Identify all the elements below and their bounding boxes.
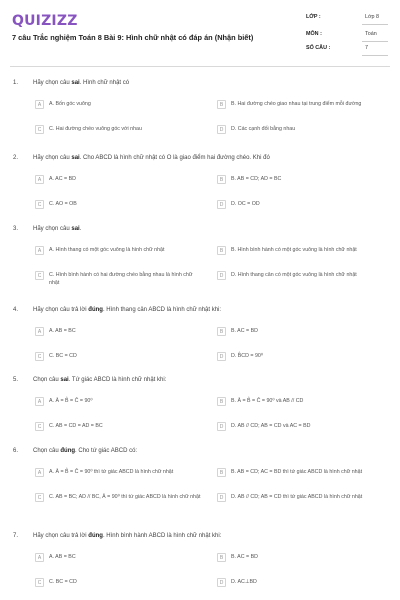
option-letter-box[interactable]: B — [217, 468, 226, 477]
option-letter-box[interactable]: D — [217, 422, 226, 431]
worksheet-title: 7 câu Trắc nghiệm Toán 8 Bài 9: Hình chữ nhật có đáp án (Nhận biết) — [12, 33, 254, 42]
option-letter-box[interactable]: B — [217, 397, 226, 406]
worksheet-header — [0, 0, 400, 62]
option-text: D. Các cạnh đối bằng nhau — [231, 126, 296, 132]
option-text: B. AC = BD — [231, 328, 258, 334]
question-number: 6. — [13, 448, 19, 454]
question-prompt — [33, 307, 383, 313]
question-number: 2. — [13, 155, 19, 161]
option-letter-box[interactable]: D — [217, 493, 226, 502]
option-letter-box[interactable]: C — [35, 422, 44, 431]
option-text: B. AB = CD; AD = BC — [231, 176, 282, 182]
option-text: D. B̂CD = 90⁰ — [231, 353, 264, 359]
option-letter-box[interactable]: B — [217, 175, 226, 184]
prompt-text: Chọn câu — [33, 448, 61, 454]
option-text: A. AC = BD — [49, 176, 76, 182]
question-number: 1. — [13, 80, 19, 86]
option-letter-box[interactable]: D — [217, 578, 226, 587]
meta-underline — [362, 41, 388, 42]
prompt-emphasis: sai — [71, 226, 80, 232]
option-letter-box[interactable]: A — [35, 100, 44, 109]
option-letter-box[interactable]: A — [35, 246, 44, 255]
meta-underline — [362, 24, 388, 25]
prompt-text: . Cho ABCD là hình chữ nhật có O là giao điểm hai đường chéo. Khi đó — [79, 155, 270, 161]
option-text: D. OC = OD — [231, 201, 260, 207]
option-text: C. Hình bình hành có hai đường chéo bằng nhau là hình chữ nhật — [49, 272, 193, 286]
option-letter-box[interactable]: C — [35, 578, 44, 587]
option-text: B. AB = CD; AC = BD thì tứ giác ABCD là hình chữ nhật — [231, 469, 363, 475]
question-prompt — [33, 155, 383, 161]
question-prompt — [33, 533, 383, 539]
meta-class — [306, 12, 388, 25]
meta-subject-label: MÔN : — [306, 31, 322, 37]
option-letter-box[interactable]: D — [217, 125, 226, 134]
prompt-text: . Tứ giác ABCD là hình chữ nhật khi: — [68, 377, 167, 383]
prompt-text: . Cho tứ giác ABCD có: — [75, 448, 138, 454]
option-text: C. AB = CD = AD = BC — [49, 423, 103, 429]
prompt-text: Hãy chọn câu trả lời — [33, 307, 89, 313]
option-letter-box[interactable]: A — [35, 397, 44, 406]
option-text: D. Hình thang cân có một góc vuông là hình chữ nhật — [231, 272, 357, 278]
meta-question-count — [306, 43, 388, 56]
meta-subject-value: Toán — [365, 31, 377, 37]
quizizz-logo: QUIZIZZ — [12, 13, 78, 29]
option-text: D. AB // CD; AB = CD thì tứ giác ABCD là hình chữ nhật — [231, 494, 363, 500]
option-letter-box[interactable]: D — [217, 200, 226, 209]
option-letter-box[interactable]: A — [35, 327, 44, 336]
option-text: D. AC⊥BD — [231, 579, 257, 585]
prompt-text: . Hình chữ nhật có — [79, 80, 130, 86]
prompt-emphasis: đúng — [60, 448, 76, 454]
option-letter-box[interactable]: C — [35, 493, 44, 502]
question-number: 5. — [13, 377, 19, 383]
option-text: C. AB = BC; AD // BC, Â = 90⁰ thì tứ giác ABCD là hình chữ nhật — [49, 494, 201, 500]
option-text: C. AO = OB — [49, 201, 77, 207]
prompt-text: Hãy chọn câu — [33, 155, 72, 161]
meta-count-label: SỐ CÂU : — [306, 45, 331, 51]
question-prompt — [33, 226, 383, 232]
prompt-emphasis: đúng — [88, 533, 103, 539]
option-text: B. Hình bình hành có một góc vuông là hình chữ nhật — [231, 247, 357, 253]
option-letter-box[interactable]: C — [35, 271, 44, 280]
option-letter-box[interactable]: D — [217, 271, 226, 280]
meta-count-value: 7 — [365, 45, 368, 51]
prompt-text: Hãy chọn câu trả lời — [33, 533, 89, 539]
option-text: C. BC = CD — [49, 353, 77, 359]
option-letter-box[interactable]: C — [35, 200, 44, 209]
option-text: B. AC = BD — [231, 554, 258, 560]
option-letter-box[interactable]: A — [35, 175, 44, 184]
option-text: A. Â = B̂ = Ĉ = 90⁰ — [49, 398, 93, 404]
prompt-text: Hãy chọn câu — [33, 226, 72, 232]
option-text: C. BC = CD — [49, 579, 77, 585]
option-text: A. Hình thang có một góc vuông là hình chữ nhật — [49, 247, 165, 253]
option-letter-box[interactable]: A — [35, 553, 44, 562]
option-text: A. AB = BC — [49, 554, 76, 560]
prompt-text: . Hình thang cân ABCD là hình chữ nhật khi: — [102, 307, 222, 313]
option-text: A. Bốn góc vuông — [49, 101, 91, 107]
option-letter-box[interactable]: B — [217, 100, 226, 109]
option-text: B. Â = B̂ = Ĉ = 90⁰ và AB // CD — [231, 398, 304, 404]
option-text: C. Hai đường chéo vuông góc với nhau — [49, 126, 142, 132]
prompt-emphasis: sai — [71, 155, 80, 161]
prompt-emphasis: sai — [60, 377, 69, 383]
question-prompt — [33, 377, 383, 383]
option-letter-box[interactable]: B — [217, 327, 226, 336]
option-text: A. AB = BC — [49, 328, 76, 334]
option-letter-box[interactable]: A — [35, 468, 44, 477]
prompt-text: . Hình bình hành ABCD là hình chữ nhật khi: — [102, 533, 222, 539]
header-divider — [10, 66, 390, 67]
question-prompt — [33, 80, 383, 86]
meta-class-value: Lớp 8 — [365, 14, 380, 20]
option-letter-box[interactable]: B — [217, 553, 226, 562]
question-number: 4. — [13, 307, 19, 313]
prompt-text: Hãy chọn câu — [33, 80, 72, 86]
prompt-emphasis: đúng — [88, 307, 103, 313]
meta-subject — [306, 29, 388, 42]
option-letter-box[interactable]: C — [35, 125, 44, 134]
question-number: 3. — [13, 226, 19, 232]
option-text: D. AB // CD; AB = CD và AC = BD — [231, 423, 311, 429]
option-letter-box[interactable]: D — [217, 352, 226, 361]
prompt-text: Chọn câu — [33, 377, 61, 383]
option-text: B. Hai đường chéo giao nhau tại trung điểm mỗi đường — [231, 101, 362, 107]
question-prompt — [33, 448, 383, 454]
question-number: 7. — [13, 533, 19, 539]
meta-underline — [362, 55, 388, 56]
option-letter-box[interactable]: B — [217, 246, 226, 255]
meta-class-label: LỚP : — [306, 14, 321, 20]
option-text: A. Â = B̂ = Ĉ = 90⁰ thì tứ giác ABCD là hình chữ nhật — [49, 469, 174, 475]
option-letter-box[interactable]: C — [35, 352, 44, 361]
prompt-text: . — [79, 226, 82, 232]
prompt-emphasis: sai — [71, 80, 80, 86]
